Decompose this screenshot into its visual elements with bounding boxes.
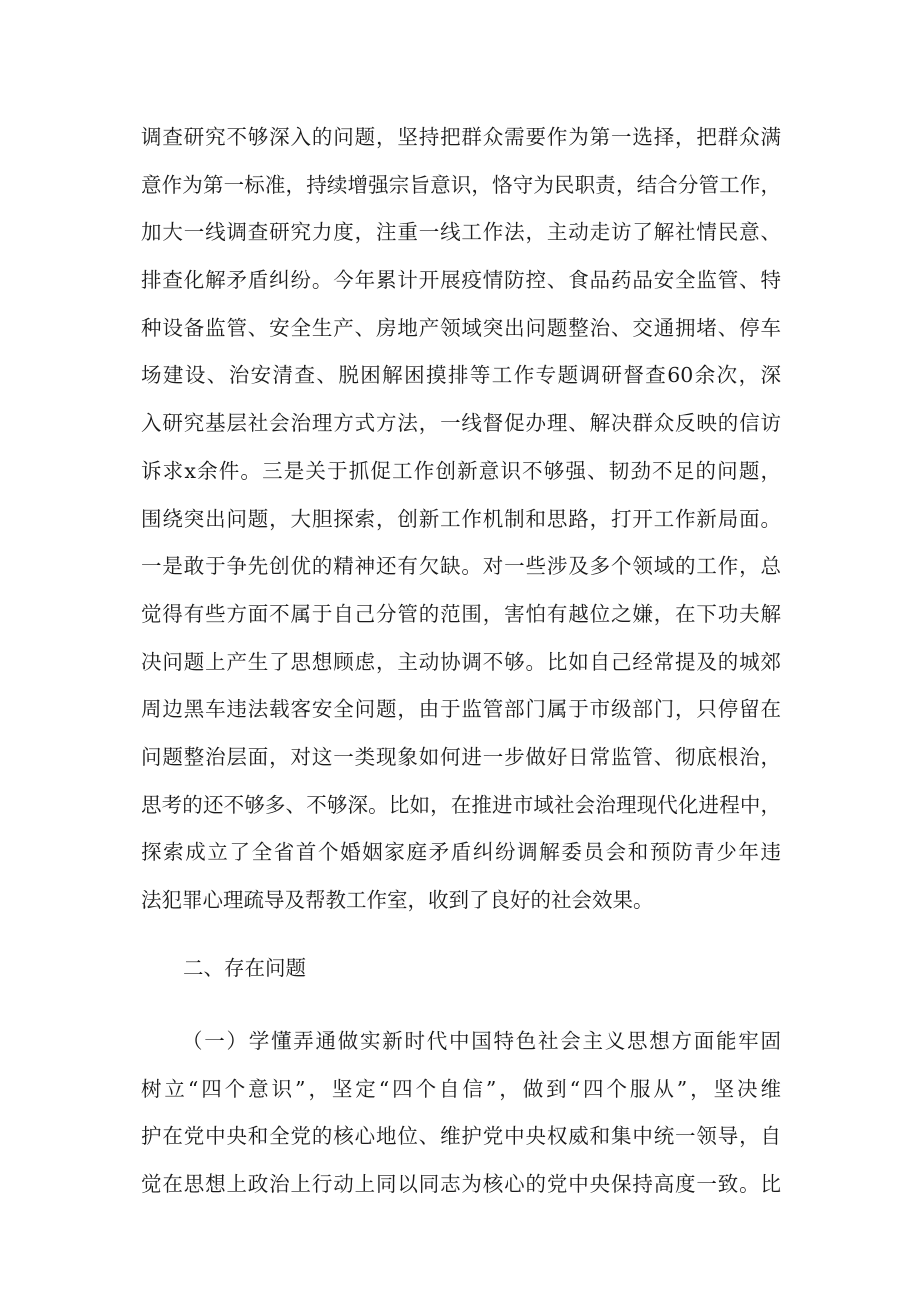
paragraph-line: 周边黑车违法载客安全问题，由于监管部门属于市级部门，只停留在 xyxy=(141,697,781,722)
paragraph-line: 种设备监管、安全生产、房地产领域突出问题整治、交通拥堵、停车 xyxy=(141,315,781,340)
paragraph-line: 诉求x余件。三是关于抓促工作创新意识不够强、韧劲不足的问题， xyxy=(141,458,781,483)
paragraph-line: 围绕突出问题，大胆探索，创新工作机制和思路，打开工作新局面。 xyxy=(141,506,781,531)
body-paragraph xyxy=(141,114,781,925)
paragraph-line: 树立“四个意识”，坚定“四个自信”，做到“四个服从”，坚决维 xyxy=(141,1076,781,1101)
section-heading: 二、存在问题 xyxy=(183,956,306,980)
paragraph-line: 思考的还不够多、不够深。比如，在推进市域社会治理现代化进程中， xyxy=(141,792,781,817)
paragraph-line: 觉得有些方面不属于自己分管的范围，害怕有越位之嫌，在下功夫解 xyxy=(141,601,781,626)
paragraph-line: 护在党中央和全党的核心地位、维护党中央权威和集中统一领导，自 xyxy=(141,1124,781,1149)
paragraph-line: 法犯罪心理疏导及帮教工作室，收到了良好的社会效果。 xyxy=(141,888,654,912)
paragraph-line: （一）学懂弄通做实新时代中国特色社会主义思想方面能牢固 xyxy=(182,1029,781,1053)
paragraph-line: 入研究基层社会治理方式方法，一线督促办理、解决群众反映的信访 xyxy=(141,411,781,436)
paragraph-line: 觉在思想上政治上行动上同以同志为核心的党中央保持高度一致。比 xyxy=(141,1172,781,1197)
paragraph-line: 意作为第一标准，持续增强宗旨意识，恪守为民职责，结合分管工作， xyxy=(141,172,781,197)
paragraph-line: 探索成立了全省首个婚姻家庭矛盾纠纷调解委员会和预防青少年违 xyxy=(141,840,781,865)
paragraph-line: 一是敢于争先创优的精神还有欠缺。对一些涉及多个领域的工作，总 xyxy=(141,554,781,579)
paragraph-line: 调查研究不够深入的问题，坚持把群众需要作为第一选择，把群众满 xyxy=(141,125,781,149)
paragraph-line: 排查化解矛盾纠纷。今年累计开展疫情防控、食品药品安全监管、特 xyxy=(141,268,781,293)
paragraph-line: 加大一线调查研究力度，注重一线工作法，主动走访了解社情民意、 xyxy=(141,220,781,245)
paragraph-line: 决问题上产生了思想顾虑，主动协调不够。比如自己经常提及的城郊 xyxy=(141,649,781,674)
body-paragraph xyxy=(141,1018,781,1209)
paragraph-line: 问题整治层面，对这一类现象如何进一步做好日常监管、彻底根治， xyxy=(141,744,781,769)
paragraph-line: 场建设、治安清查、脱困解困摸排等工作专题调研督查60余次，深 xyxy=(141,363,781,388)
